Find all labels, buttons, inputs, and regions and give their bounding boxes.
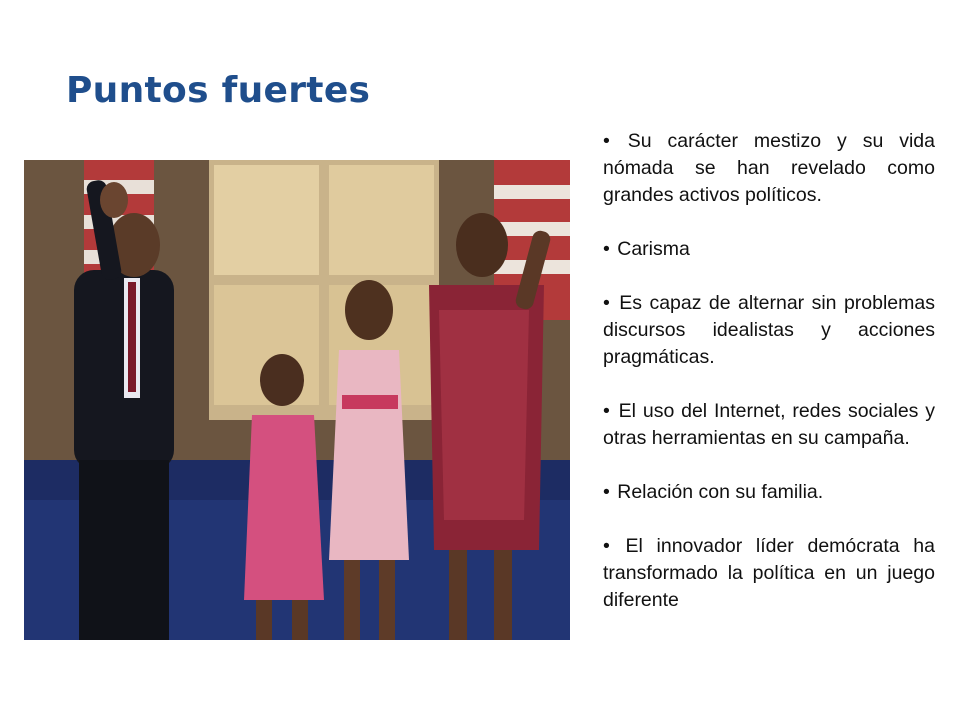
bullet-glyph: • bbox=[603, 238, 610, 260]
bullet-text: Carisma bbox=[617, 238, 690, 260]
family-photo bbox=[24, 160, 570, 640]
bullet-item bbox=[603, 398, 935, 452]
bullet-text: Relación con su familia. bbox=[617, 481, 824, 503]
slide-title: Puntos fuertes bbox=[66, 70, 371, 111]
bullet-item bbox=[603, 533, 935, 614]
bullet-text: El uso del Internet, redes sociales y otras herramientas en su campaña. bbox=[603, 400, 935, 449]
bullet-item bbox=[603, 479, 935, 506]
bullet-text: Su carácter mestizo y su vida nómada se han revelado como grandes activos políticos. bbox=[603, 130, 935, 206]
bullet-text: El innovador líder demócrata ha transformado la política en un juego diferente bbox=[603, 535, 935, 611]
bullet-glyph: • bbox=[603, 130, 610, 152]
bullet-item bbox=[603, 128, 935, 209]
bullet-text: Es capaz de alternar sin problemas discursos idealistas y acciones pragmáticas. bbox=[603, 292, 935, 368]
bullet-list bbox=[603, 128, 935, 641]
bullet-glyph: • bbox=[603, 292, 610, 314]
bullet-glyph: • bbox=[603, 535, 610, 557]
bullet-item bbox=[603, 290, 935, 371]
bullet-item bbox=[603, 236, 935, 263]
bullet-glyph: • bbox=[603, 400, 610, 422]
bullet-glyph: • bbox=[603, 481, 610, 503]
